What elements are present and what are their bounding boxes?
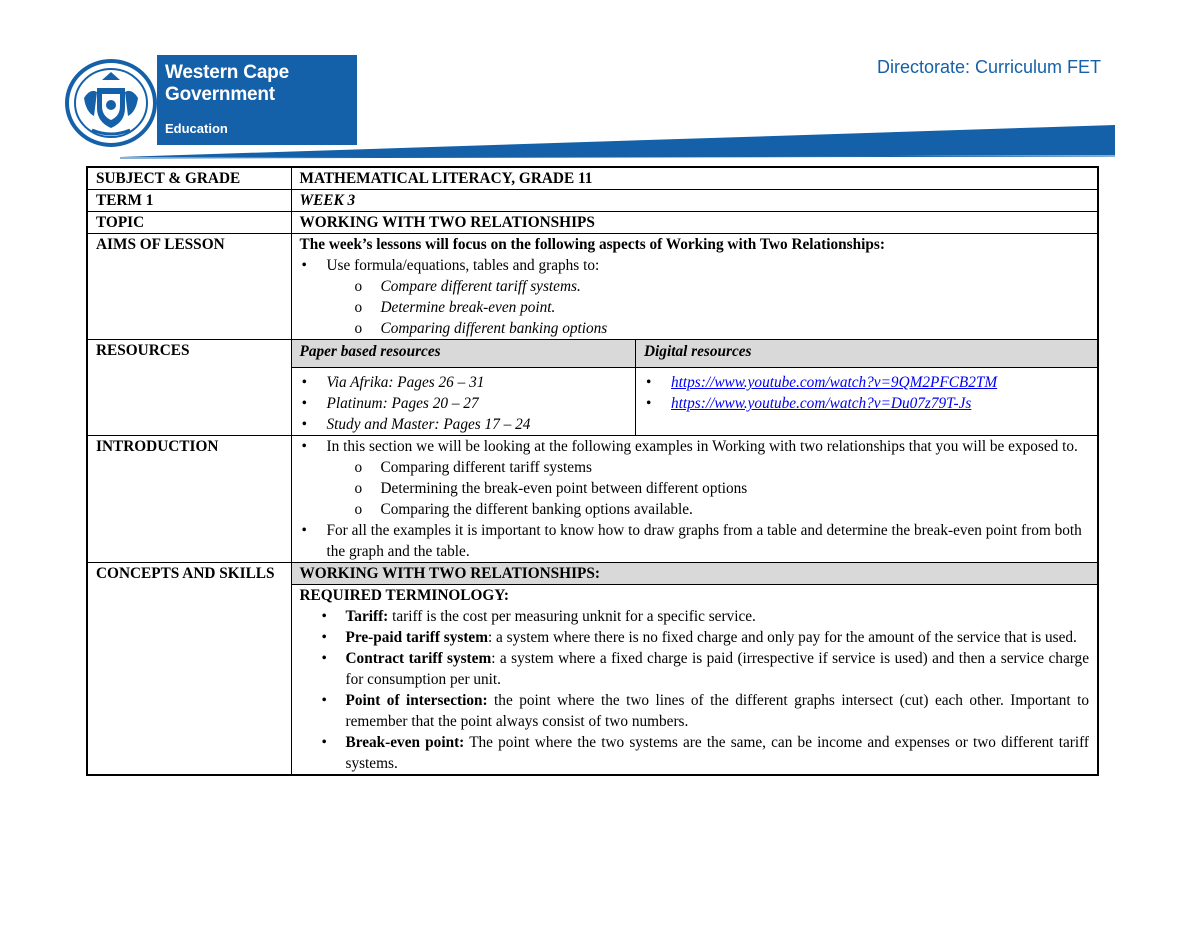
introduction-bullet [327,436,1090,520]
youtube-link-1[interactable]: https://www.youtube.com/watch?v=9QM2PFCB2TM [671,374,998,391]
terminology-item [346,690,1090,732]
digital-resources-list [644,372,1089,414]
header-swoosh [0,120,1200,162]
aims-subitem: o Compare different tariff systems. [381,276,1090,297]
concepts-header: WORKING WITH TWO RELATIONSHIPS: [292,563,1098,585]
terminology-item [346,732,1090,774]
row-term [87,190,1098,212]
digital-resource-item [671,393,1089,414]
aims-subitem: o Determine break-even point. [381,297,1090,318]
term-name: Contract tariff system [345,650,492,667]
subject-label: SUBJECT & GRADE [87,167,291,190]
resources-content [291,340,1098,436]
row-subject [87,167,1098,190]
introduction-bullet-text: In this section we will be looking at the following examples in Working with two relationships that you will be exposed to. [326,438,1078,455]
aims-bullet [327,255,1090,339]
paper-resource-item: • Study and Master: Pages 17 – 24 [327,414,628,435]
row-aims [87,234,1098,340]
resources-subtable [292,340,1098,435]
aims-intro: The week’s lessons will focus on the following aspects of Working with Two Relationships: [299,236,885,253]
topic-value: WORKING WITH TWO RELATIONSHIPS [291,212,1098,234]
introduction-subitem: o Comparing the different banking options available. [381,499,1090,520]
page-header [0,0,1200,162]
paper-resources-header: Paper based resources [292,340,636,368]
resources-header-row [292,340,1098,368]
aims-list [300,255,1090,339]
term-definition: The point where the two systems are the same, can be income and expenses or two different tariff systems. [345,734,1089,772]
concepts-label: CONCEPTS AND SKILLS [87,563,291,776]
paper-resources-list [300,372,628,435]
aims-sublist [327,276,1090,339]
term-label: TERM 1 [87,190,291,212]
row-concepts [87,563,1098,776]
term-definition: tariff is the cost per measuring unknit for a specific service. [388,608,756,625]
youtube-link-2[interactable]: https://www.youtube.com/watch?v=Du07z79T-Js [671,395,972,412]
paper-resources-cell [292,368,636,436]
terminology-item [346,627,1090,648]
digital-resources-header: Digital resources [636,340,1098,368]
concepts-subheader: REQUIRED TERMINOLOGY: [299,587,510,604]
introduction-label: INTRODUCTION [87,436,291,563]
term-value: WEEK 3 [291,190,1098,212]
aims-bullet-text: Use formula/equations, tables and graphs to: [326,257,600,274]
aims-label: AIMS OF LESSON [87,234,291,340]
terminology-list [292,606,1098,774]
directorate-label: Directorate: Curriculum FET [877,57,1102,77]
digital-resources-cell [636,368,1098,436]
topic-label: TOPIC [87,212,291,234]
term-definition: the point where the two lines of the different graphs intersect (cut) each other. Important to remember that the point always consist of two numbers. [345,692,1089,730]
introduction-subitem: o Determining the break-even point between different options [381,478,1090,499]
lesson-plan-table [86,166,1099,776]
aims-subitem: o Comparing different banking options [381,318,1090,339]
brand-line-2: Government [165,84,275,105]
term-name: Tariff: [345,608,389,625]
paper-resource-item: • Via Afrika: Pages 26 – 31 [327,372,628,393]
subject-value: MATHEMATICAL LITERACY, GRADE 11 [291,167,1098,190]
introduction-bullet: • For all the examples it is important to know how to draw graphs from a table and determine the break-even point from both the graph and the table. [327,520,1090,562]
term-definition: : a system where there is no fixed charge and only pay for the amount of the service that is used. [487,629,1077,646]
term-name: Pre-paid tariff system [345,629,488,646]
term-name: Point of intersection: [345,692,488,709]
row-introduction [87,436,1098,563]
resources-label: RESOURCES [87,340,291,436]
row-resources [87,340,1098,436]
introduction-list [300,436,1090,562]
brand-line-3: Education [165,121,228,136]
introduction-subitem: o Comparing different tariff systems [381,457,1090,478]
brand-line-1: Western Cape [165,62,289,83]
digital-resource-item [671,372,1089,393]
term-definition: : a system where a fixed charge is paid (irrespective if service is used) and then a service charge for consumption per unit. [345,650,1089,688]
row-topic [87,212,1098,234]
aims-content [291,234,1098,340]
terminology-item [346,606,1090,627]
concepts-content [291,563,1098,776]
terminology-item [346,648,1090,690]
resources-items-row [292,368,1098,436]
paper-resource-item: • Platinum: Pages 20 – 27 [327,393,628,414]
introduction-sublist [327,457,1090,520]
introduction-content [291,436,1098,563]
term-name: Break-even point: [345,734,465,751]
